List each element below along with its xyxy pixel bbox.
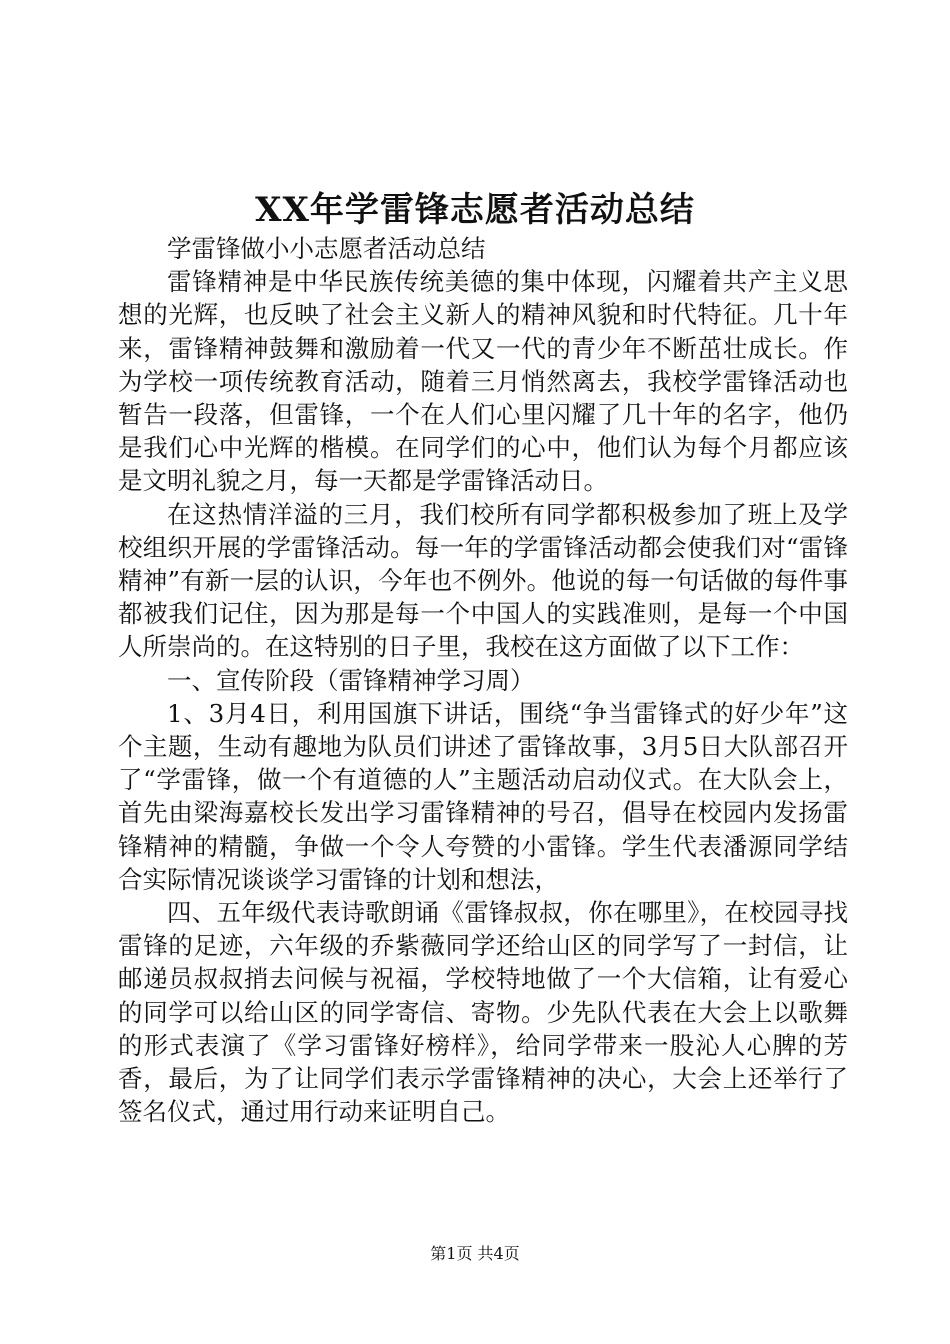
body-paragraph: 四、五年级代表诗歌朗诵《雷锋叔叔，你在哪里》，在校园寻找雷锋的足迹，六年级的乔紫薇同学还给山区的同学写了一封信，让邮递员叔叔捎去问候与祝福，学校特地做了一个大信箱，让有爱心的同学可以给山区的同学寄信、寄物。少先队代表在大会上以歌舞的形式表演了《学习雷锋好榜样》，给同学带来一股沁人心脾的芳香，最后，为了让同学们表示学雷锋精神的决心，大会上还举行了签名仪式，通过用行动来证明自己。 xyxy=(118,898,848,1127)
body-paragraph: 在这热情洋溢的三月，我们校所有同学都积极参加了班上及学校组织开展的学雷锋活动。每一年的学雷锋活动都会使我们对“雷锋精神”有新一层的认识，今年也不例外。他说的每一句话做的每件事都被我们记住，因为那是每一个中国人的实践准则，是每一个中国人所崇尚的。在这特别的日子里，我校在这方面做了以下工作： xyxy=(118,499,848,662)
section-heading: 一、宣传阶段（雷锋精神学习周） xyxy=(167,665,535,695)
body-paragraph-subtitle: 学雷锋做小小志愿者活动总结 xyxy=(167,234,486,263)
document-title: XX年学雷锋志愿者活动总结 xyxy=(255,190,695,230)
document-body xyxy=(118,232,848,1128)
page-number-footer: 第1页 共4页 xyxy=(430,1244,520,1263)
body-paragraph: 1、3月4日，利用国旗下讲话，围绕“争当雷锋式的好少年”这个主题，生动有趣地为队员们讲述了雷锋故事，3月5日大队部召开了“学雷锋，做一个有道德的人”主题活动启动仪式。在大队会上，首先由梁海嘉校长发出学习雷锋精神的号召，倡导在校园内发扬雷锋精神的精髓，争做一个令人夸赞的小雷锋。学生代表潘源同学结合实际情况谈谈学习雷锋的计划和想法， xyxy=(118,698,848,894)
body-paragraph: 雷锋精神是中华民族传统美德的集中体现，闪耀着共产主义思想的光辉，也反映了社会主义新人的精神风貌和时代特征。几十年来，雷锋精神鼓舞和激励着一代又一代的青少年不断茁壮成长。作为学校一项传统教育活动，随着三月悄然离去，我校学雷锋活动也暂告一段落，但雷锋，一个在人们心里闪耀了几十年的名字，他仍是我们心中光辉的楷模。在同学们的心中，他们认为每个月都应该是文明礼貌之月，每一天都是学雷锋活动日。 xyxy=(118,267,848,496)
